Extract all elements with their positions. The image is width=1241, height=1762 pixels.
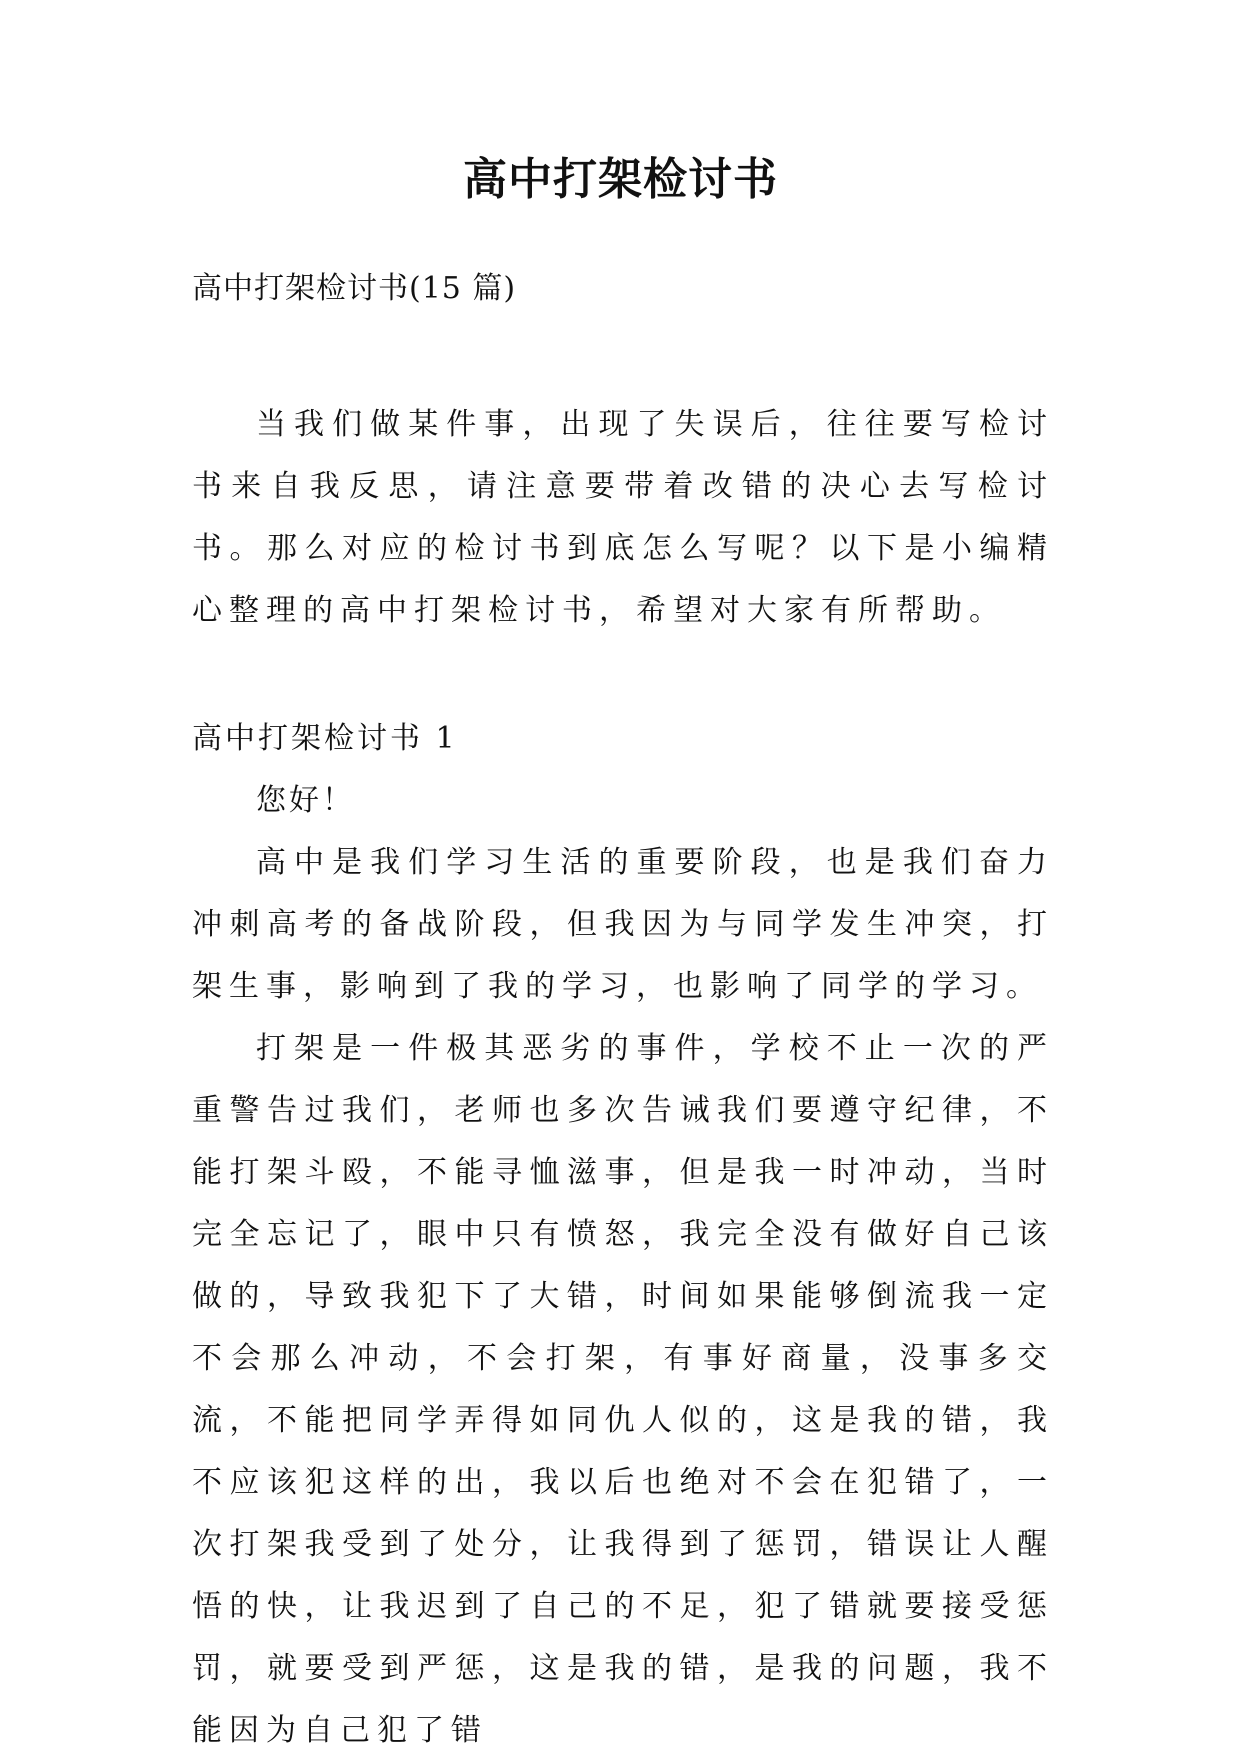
section-1 [192,708,1054,1762]
body-paragraph: 打架是一件极其恶劣的事件，学校不止一次的严重警告过我们，老师也多次告诫我们要遵守纪律，不能打架斗殴，不能寻恤滋事，但是我一时冲动，当时完全忘记了，眼中只有愤怒，我完全没有做好自己该做的，导致我犯下了大错，时间如果能够倒流我一定不会那么冲动，不会打架，有事好商量，没事多交流，不能把同学弄得如同仇人似的，这是我的错，我不应该犯这样的出，我以后也绝对不会在犯错了，一次打架我受到了处分，让我得到了惩罚，错误让人醒悟的快，让我迟到了自己的不足，犯了错就要接受惩罚，就要受到严惩，这是我的错，是我的问题，我不能因为自己犯了错 [192,1031,1054,1748]
body-paragraph: 高中是我们学习生活的重要阶段，也是我们奋力冲刺高考的备战阶段，但我因为与同学发生冲突，打架生事，影响到了我的学习，也影响了同学的学习。 [192,845,1054,1004]
document-title: 高中打架检讨书 [463,154,778,205]
intro-paragraph: 当我们做某件事，出现了失误后，往往要写检讨书来自我反思，请注意要带着改错的决心去写检讨书。那么对应的检讨书到底怎么写呢？以下是小编精心整理的高中打架检讨书，希望对大家有所帮助。 [192,407,1054,628]
section-heading: 高中打架检讨书 1 [192,721,458,756]
salutation: 您好！ [256,783,355,818]
document-body [192,258,1054,1762]
document-subtitle: 高中打架检讨书(15 篇) [192,271,517,306]
